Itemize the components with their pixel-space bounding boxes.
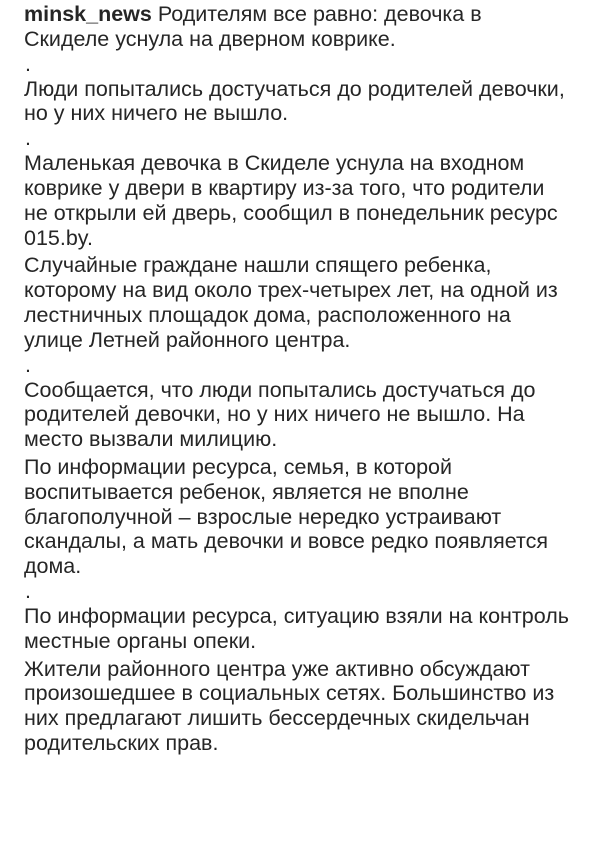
separator-dot: . <box>25 126 31 151</box>
paragraph-4: Сообщается, что люди попытались достучаться до родителей девочки, но у них ничего не вышло. На место вызвали милицию. <box>24 377 536 452</box>
paragraph-1: Люди попытались достучаться до родителей девочки, но у них ничего не вышло. <box>24 76 565 126</box>
paragraph-5: По информации ресурса, семья, в которой воспитывается ребенок, является не вполне благополучной – взрослые нередко устраивают скандалы, а мать девочки и вовсе редко появляется дома. <box>24 454 549 579</box>
caption-headline-line <box>24 2 570 52</box>
separator-dot: . <box>25 352 31 377</box>
paragraph-2: Маленькая девочка в Скиделе уснула на входном коврике у двери в квартиру из-за того, что родители не открыли ей дверь, сообщил в понедельник ресурс 015.by. <box>24 151 558 250</box>
username-link[interactable]: minsk_news <box>24 2 152 26</box>
caption-headline: Родителям все равно: девочка в Скиделе уснула на дверном коврике. <box>24 2 482 51</box>
paragraph-3: Случайные граждане нашли спящего ребенка, которому на вид около трех-четырех лет, на одной из лестничных площадок дома, расположенного на улице Летней районного центра. <box>24 253 558 352</box>
paragraph-6: По информации ресурса, ситуацию взяли на контроль местные органы опеки. <box>24 603 569 653</box>
separator-dot: . <box>25 578 31 603</box>
paragraph-7: Жители районного центра уже активно обсуждают произошедшее в социальных сетях. Большинство из них предлагают лишить бессердечных скидельчан родительских прав. <box>24 656 555 755</box>
separator-dot: . <box>25 51 31 76</box>
